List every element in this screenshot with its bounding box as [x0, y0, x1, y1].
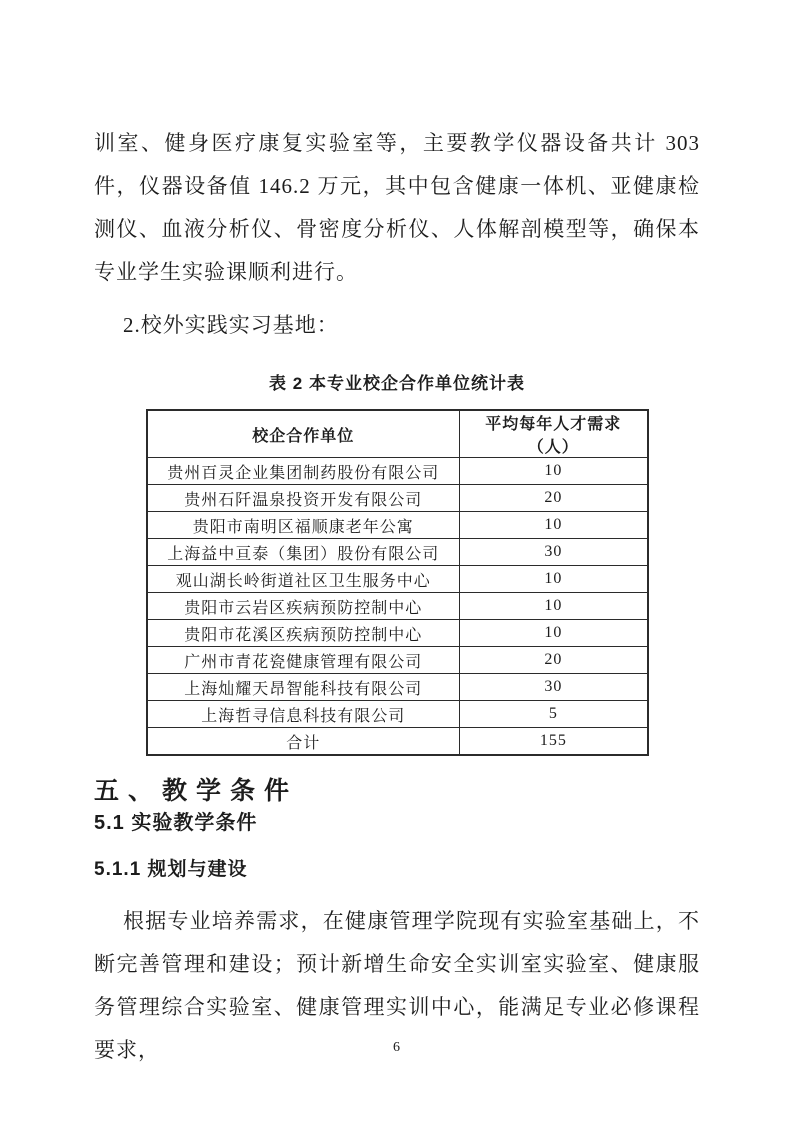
- unit-name-cell: 贵阳市南明区福顺康老年公寓: [147, 512, 460, 539]
- subsection-heading-experiment-teaching: 5.1 实验教学条件: [94, 812, 258, 834]
- demand-value-cell: 10: [460, 593, 648, 620]
- unit-name-cell: 贵州石阡温泉投资开发有限公司: [147, 485, 460, 512]
- table-row: [147, 620, 648, 647]
- coop-table-body: [147, 458, 648, 756]
- unit-name-cell: 上海哲寻信息科技有限公司: [147, 701, 460, 728]
- demand-value-cell: 20: [460, 485, 648, 512]
- paragraph-lab-planning: 根据专业培养需求，在健康管理学院现有实验室基础上，不断完善管理和建设；预计新增生命安全实训室实验室、健康服务管理综合实验室、健康管理实训中心，能满足专业必修课程要求，: [94, 909, 700, 1062]
- page-number: 6: [393, 1040, 400, 1055]
- header-unit-column: 校企合作单位: [147, 410, 460, 458]
- demand-value-cell: 30: [460, 539, 648, 566]
- subsubsection-heading-planning-construction: 5.1.1 规划与建设: [94, 859, 248, 880]
- table-row: [147, 458, 648, 485]
- unit-name-cell: 广州市青花瓷健康管理有限公司: [147, 647, 460, 674]
- section-heading-teaching-conditions: 五、教学条件: [94, 777, 299, 805]
- table-row: [147, 485, 648, 512]
- demand-value-cell: 10: [460, 512, 648, 539]
- cooperation-units-table: [146, 409, 649, 756]
- demand-value-cell: 20: [460, 647, 648, 674]
- header-demand-column: 平均每年人才需求（人）: [460, 410, 648, 458]
- unit-name-cell: 贵阳市云岩区疾病预防控制中心: [147, 593, 460, 620]
- table-row: [147, 539, 648, 566]
- table-row: [147, 593, 648, 620]
- table-row: [147, 647, 648, 674]
- table-caption: 表 2 本专业校企合作单位统计表: [269, 374, 525, 393]
- demand-value-cell: 10: [460, 566, 648, 593]
- demand-value-cell: 5: [460, 701, 648, 728]
- demand-value-cell: 10: [460, 458, 648, 485]
- demand-value-cell: 155: [460, 728, 648, 756]
- table-row: [147, 566, 648, 593]
- unit-name-cell: 贵州百灵企业集团制药股份有限公司: [147, 458, 460, 485]
- unit-name-cell: 上海益中亘泰（集团）股份有限公司: [147, 539, 460, 566]
- demand-value-cell: 10: [460, 620, 648, 647]
- paragraph-offcampus-bases: 2.校外实践实习基地：: [123, 313, 339, 337]
- unit-name-cell: 贵阳市花溪区疾病预防控制中心: [147, 620, 460, 647]
- unit-name-cell: 合计: [147, 728, 460, 756]
- table-row: [147, 728, 648, 756]
- unit-name-cell: 观山湖长岭街道社区卫生服务中心: [147, 566, 460, 593]
- page-content: [94, 0, 700, 1072]
- table-row: [147, 512, 648, 539]
- table-row: [147, 701, 648, 728]
- unit-name-cell: 上海灿耀天昂智能科技有限公司: [147, 674, 460, 701]
- table-header-row: [147, 410, 648, 458]
- table-row: [147, 674, 648, 701]
- paragraph-equipment: 训室、健身医疗康复实验室等，主要教学仪器设备共计 303 件，仪器设备值 146.2 万元，其中包含健康一体机、亚健康检测仪、血液分析仪、骨密度分析仪、人体解剖模型等，确保本专业学生实验课顺利进行。: [94, 131, 700, 284]
- demand-value-cell: 30: [460, 674, 648, 701]
